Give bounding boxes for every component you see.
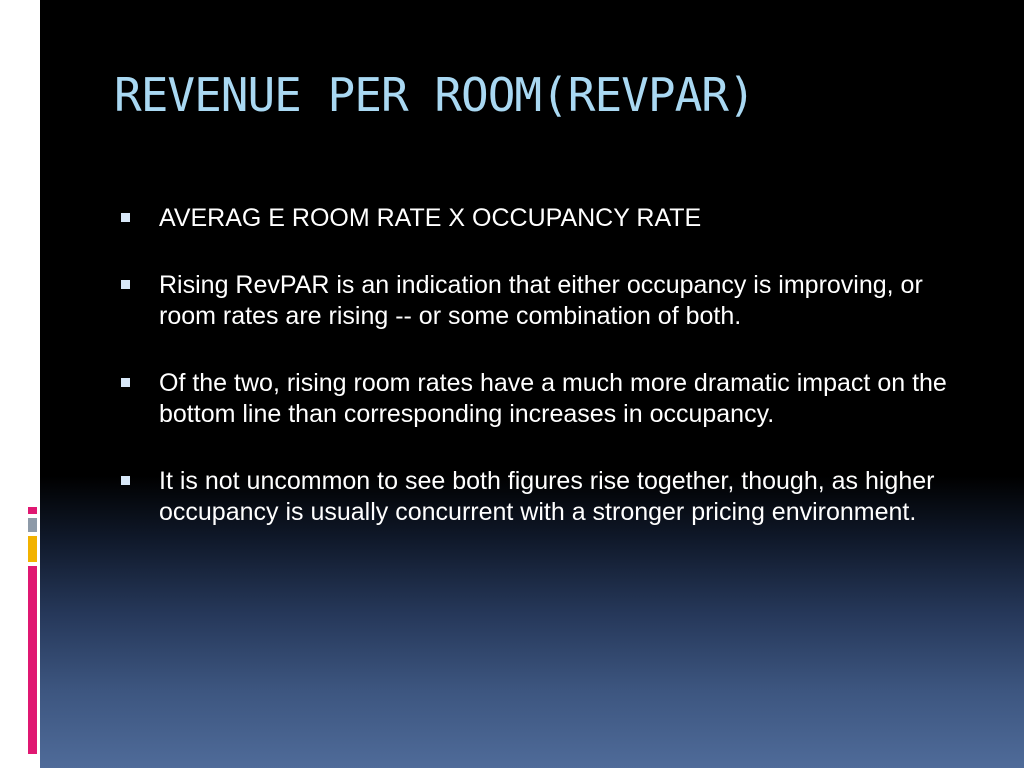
square-bullet-icon bbox=[121, 213, 130, 222]
bullet-text: It is not uncommon to see both figures rise together, though, as higher occupancy is usually concurrent with a stronger pricing environment. bbox=[159, 467, 935, 526]
square-bullet-icon bbox=[121, 280, 130, 289]
square-bullet-icon bbox=[121, 378, 130, 387]
accent-bar-gray bbox=[28, 518, 37, 532]
bullet-text: Rising RevPAR is an indication that either occupancy is improving, or room rates are rising -- or some combination of both. bbox=[159, 271, 923, 330]
accent-bar-pink-long bbox=[28, 566, 37, 754]
bullet-text: Of the two, rising room rates have a much more dramatic impact on the bottom line than corresponding increases in occupancy. bbox=[159, 369, 947, 428]
bullet-item-2 bbox=[121, 270, 971, 332]
bullet-item-1 bbox=[121, 203, 971, 234]
slide-title: REVENUE PER ROOM(REVPAR) bbox=[114, 68, 755, 122]
bullet-item-3 bbox=[121, 368, 971, 430]
square-bullet-icon bbox=[121, 476, 130, 485]
accent-bar-pink-small bbox=[28, 507, 37, 514]
bullet-list bbox=[121, 203, 971, 564]
bullet-item-4 bbox=[121, 466, 971, 528]
bullet-text: AVERAG E ROOM RATE X OCCUPANCY RATE bbox=[159, 204, 702, 232]
accent-bar-yellow bbox=[28, 536, 37, 562]
